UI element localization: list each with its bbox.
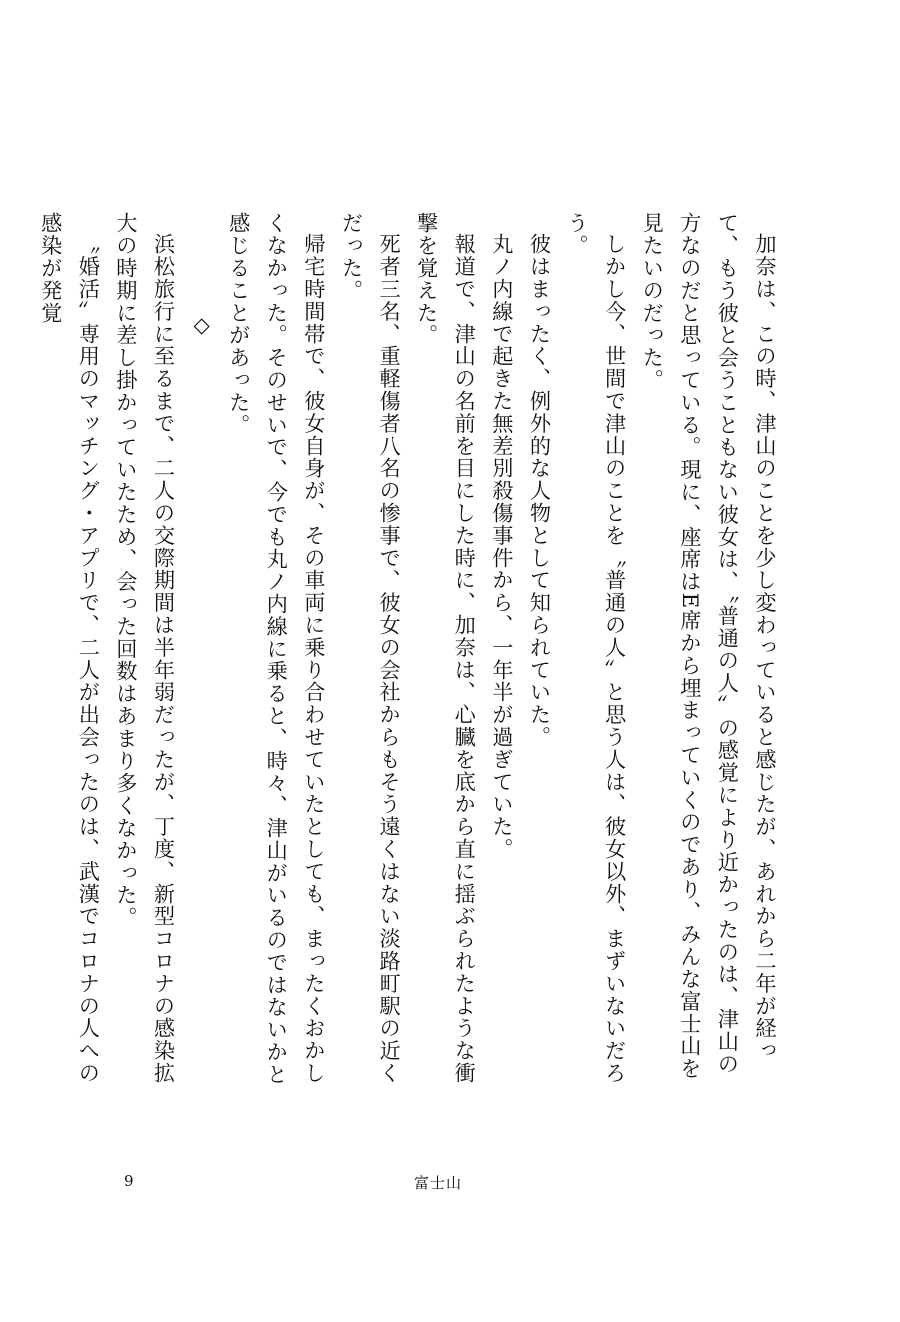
section-break: ◇: [189, 311, 215, 338]
paragraph: 帰宅時間帯で、彼女自身が、その車両に乗り合わせていたとしても、まったくおかしくなかった。そのせいで、今でも丸ノ内線に乗ると、時々、津山がいるのではないかと感じることがあった。: [226, 212, 327, 1086]
paragraph: 丸ノ内線で起きた無差別殺傷事件から、一年半が過ぎていた。: [489, 233, 515, 861]
paragraph: 彼はまったく、例外的な人物として知られていた。: [527, 233, 553, 749]
running-title: 富士山: [414, 1174, 463, 1192]
paragraph: 浜松旅行に至るまで、二人の交際期間は半年弱だったが、丁度、新型コロナの感染拡大の時期に差し掛かっていたため、会った回数はあまり多くなかった。: [113, 212, 177, 1085]
paragraph: 加奈は、この時、津山のことを少し変わっていると感じたが、あれから二年が経って、もう彼と会うこともない彼女は、〝普通の人〟の感覚により近かったのは、津山の方なのだと思っている。現に、座席はE席から埋まっていくのであり、みんな富士山を見たいのだった。: [640, 212, 778, 1080]
page-number: 9: [124, 1172, 135, 1190]
paragraph: 〝婚活〟専用のマッチング・アプリで、二人が出会ったのは、武漢でコロナの人への感染が発覚: [38, 212, 102, 1085]
paragraph: しかし今、世間で津山のことを〝普通の人〟と思う人は、彼女以外、まずいないだろう。: [565, 212, 628, 1085]
paragraph: 死者三名、重軽傷者八名の惨事で、彼女の会社からもそう遠くはない淡路町駅の近くだった。: [339, 212, 403, 1085]
vertical-text-body: [38, 212, 784, 1092]
paragraph: 報道で、津山の名前を目にした時に、加奈は、心臓を底から直に揺ぶられたような衝撃を覚えた。: [414, 212, 478, 1085]
